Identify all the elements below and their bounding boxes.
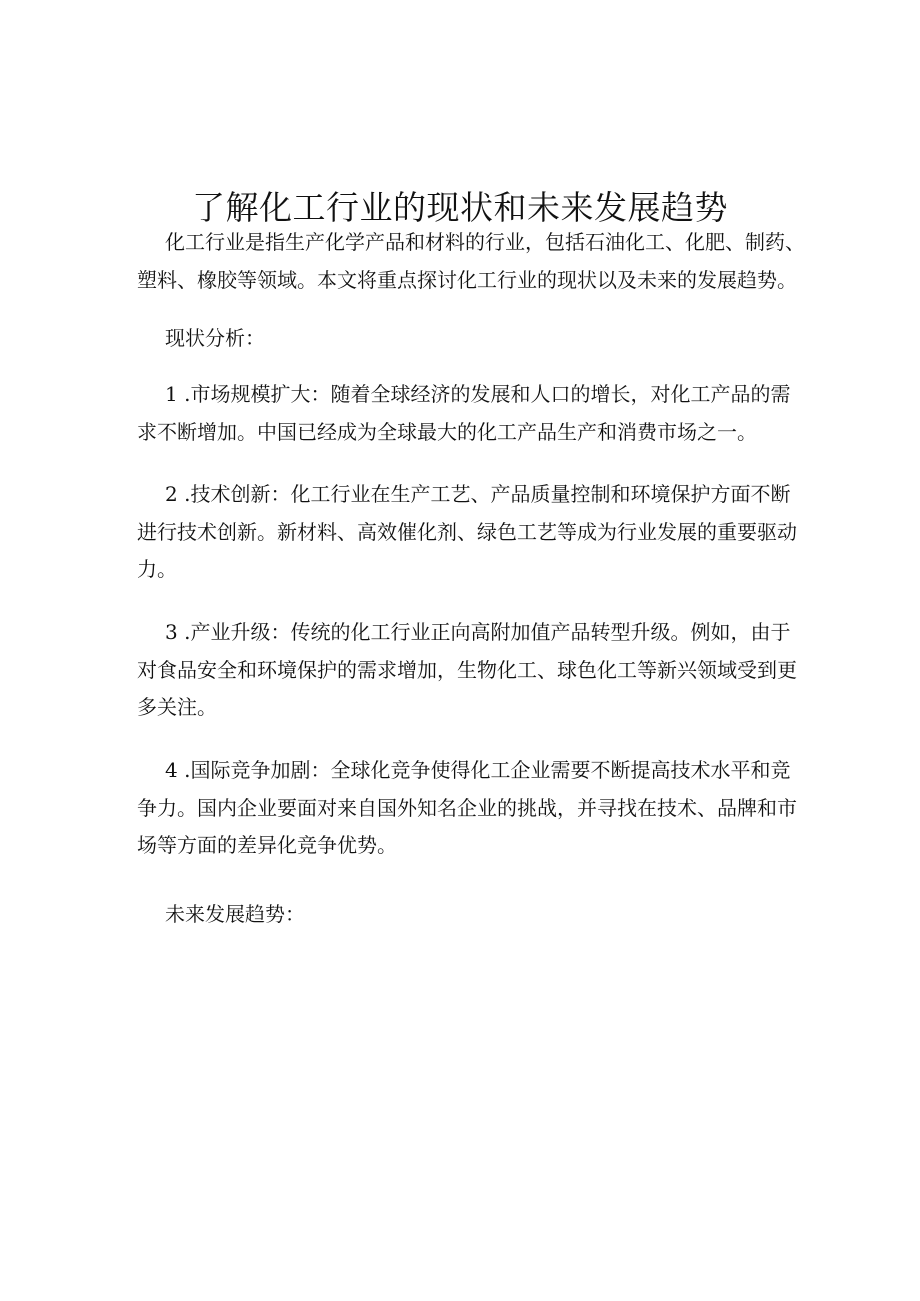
list-item-text: .技术创新：化工行业在生产工艺、产品质量控制和环境保护方面不断进行技术创新。新材料、高效催化剂、绿色工艺等成为行业发展的重要驱动力。 [137, 482, 797, 581]
list-item [137, 752, 807, 865]
list-item [137, 376, 807, 451]
status-heading-text: 现状分析： [165, 326, 265, 350]
future-heading-text: 未来发展趋势： [165, 902, 305, 926]
list-item-number: 3 [165, 620, 178, 644]
list-item [137, 614, 807, 727]
list-item [137, 476, 807, 589]
list-item-number: 1 [165, 382, 178, 406]
page-title: 了解化工行业的现状和未来发展趋势 [192, 188, 728, 228]
list-item-text: .产业升级：传统的化工行业正向高附加值产品转型升级。例如，由于对食品安全和环境保护的需求增加，生物化工、球色化工等新兴领域受到更多关注。 [137, 620, 797, 719]
list-item-text: .市场规模扩大：随着全球经济的发展和人口的增长，对化工产品的需求不断增加。中国已经成为全球最大的化工产品生产和消费市场之一。 [137, 382, 791, 444]
status-heading [137, 320, 807, 358]
list-item-number: 2 [165, 482, 178, 506]
list-item-number: 4 [165, 758, 178, 782]
list-item-text: .国际竞争加剧：全球化竞争使得化工企业需要不断提高技术水平和竞争力。国内企业要面对来自国外知名企业的挑战，并寻找在技术、品牌和市场等方面的差异化竞争优势。 [137, 758, 797, 857]
future-heading [137, 896, 807, 934]
intro-paragraph [137, 224, 807, 299]
intro-text: 化工行业是指生产化学产品和材料的行业，包括石油化工、化肥、制药、塑料、橡胶等领域。本文将重点探讨化工行业的现状以及未来的发展趋势。 [137, 230, 805, 292]
